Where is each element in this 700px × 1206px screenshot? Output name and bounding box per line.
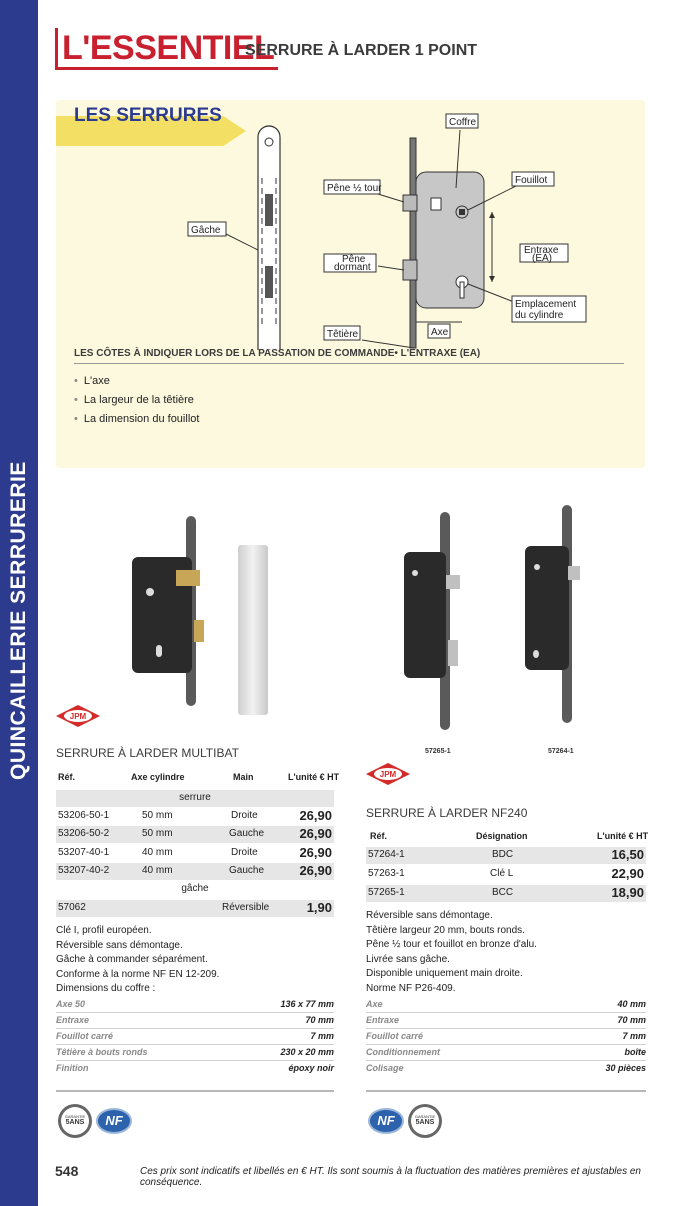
row-price: 16,50: [611, 847, 644, 862]
jpm-logo-icon: [366, 763, 410, 785]
row-main: Gauche: [229, 828, 265, 839]
note-line: Norme NF P26-409.: [366, 982, 456, 994]
nf-label: NF: [105, 1113, 123, 1128]
panel-rule: [74, 363, 624, 364]
panel-caption: LES CÔTES À INDIQUER LORS DE LA PASSATION DE COMMANDE• L'ENTRAXE (EA): [74, 348, 481, 359]
row-ref: 57264-1: [368, 849, 405, 860]
spec-key: Entraxe: [366, 1015, 400, 1025]
entraxe-abbr-label: (EA): [532, 253, 552, 264]
page-number: 548: [55, 1163, 79, 1179]
table-row: [56, 863, 334, 880]
note-line: Livrée sans gâche.: [366, 953, 450, 965]
spec-value: 136 x 77 mm: [280, 999, 334, 1009]
bullet-item: • L'axe: [74, 372, 199, 391]
note-line: Réversible sans démontage.: [366, 910, 493, 921]
photo-strike-plate: [238, 545, 268, 715]
jpm-logo-icon: [56, 705, 100, 727]
note-line: Pêne ½ tour et fouillot en bronze d'alu.: [366, 939, 537, 950]
spec-value: 230 x 20 mm: [280, 1047, 334, 1057]
row-designation: BCC: [492, 887, 514, 898]
group-serrure-label: serrure: [179, 792, 211, 803]
pene-label: Pêne: [342, 254, 366, 265]
row-ref: 53207-40-2: [58, 865, 110, 876]
right-header-designation: Désignation: [476, 831, 528, 841]
photo-latch-bolt: [568, 566, 580, 580]
spindle-square: [459, 209, 465, 215]
row-price: 22,90: [611, 866, 644, 881]
left-notes: [56, 924, 336, 997]
page-title: SERRURE À LARDER 1 POINT: [245, 42, 478, 59]
row-ref: 57263-1: [368, 868, 405, 879]
spec-value: 7 mm: [310, 1031, 334, 1041]
spec-value: boîte: [624, 1047, 646, 1057]
group-serrure: [56, 790, 334, 807]
row-axe: 40 mm: [142, 865, 173, 876]
gache-label: Gâche: [191, 225, 221, 236]
photo-deadbolt: [448, 640, 458, 666]
row-price: 1,90: [306, 900, 332, 915]
table-row: [56, 900, 334, 917]
row-ref: 53206-50-2: [58, 828, 110, 839]
note-line: Disponible uniquement main droite.: [366, 968, 523, 979]
spec-row: [56, 1061, 334, 1077]
nf-badge-icon: [96, 1108, 132, 1134]
note-line: Dimensions du coffre :: [56, 983, 156, 994]
dormant-leader: [378, 266, 404, 270]
spec-value: 70 mm: [305, 1015, 334, 1025]
emplacement-label: Emplacement: [515, 299, 577, 310]
right-notes: [366, 909, 646, 996]
guarantee-top-label: GARANTIE: [64, 1114, 86, 1119]
table-row: [366, 885, 646, 902]
footer-note: Ces prix sont indicatifs et libellés en € HT. Ils sont soumis à la fluctuation des matières premières et ajustables en conséquence.: [140, 1166, 641, 1188]
left-header-price: L'unité € HT: [288, 772, 340, 782]
strike-plate-shape: [258, 126, 280, 350]
spec-key: Conditionnement: [366, 1047, 440, 1057]
photo-lock-case: [525, 546, 569, 670]
spec-row: [366, 1029, 646, 1045]
left-product-title: SERRURE À LARDER MULTIBAT: [56, 746, 239, 760]
note-line: Clé I, profil européen.: [56, 925, 152, 936]
faceplate-shape: [410, 138, 416, 348]
right-header-price: L'unité € HT: [597, 831, 649, 841]
cylinder-slot: [460, 282, 464, 298]
guarantee-badge-icon: [408, 1104, 442, 1138]
row-ref: 57062: [58, 902, 86, 913]
spec-key: Finition: [56, 1063, 89, 1073]
note-line: Têtière largeur 20 mm, bouts ronds.: [366, 924, 525, 936]
row-axe: 50 mm: [142, 810, 173, 821]
lock-diagram: [56, 100, 645, 350]
spec-value: 70 mm: [617, 1015, 646, 1025]
spec-value: 30 pièces: [605, 1063, 646, 1073]
note-line: Conforme à la norme NF EN 12-209.: [56, 968, 220, 980]
spec-row: [366, 1061, 646, 1077]
row-price: 26,90: [299, 826, 332, 841]
diagram-panel: [56, 100, 645, 468]
brand-title: L'ESSENTIEL: [62, 29, 275, 67]
gache-leader: [226, 234, 258, 250]
guarantee-main-label: 5ANS: [415, 1119, 435, 1126]
coffre-label: Coffre: [449, 117, 477, 128]
spec-value: époxy noir: [288, 1063, 334, 1073]
spec-key: Axe: [366, 999, 383, 1009]
table-row: [366, 847, 646, 864]
jpm-logo-text: JPM: [379, 770, 397, 779]
photo-spindle: [146, 588, 154, 596]
bullet-item: • La dimension du fouillot: [74, 410, 199, 429]
tetiere-leader: [362, 340, 414, 348]
row-price: 18,90: [611, 885, 644, 900]
spec-key: Colisage: [366, 1063, 404, 1073]
row-ref: 53207-40-1: [58, 847, 110, 858]
spec-key: Axe 50: [56, 999, 86, 1009]
left-divider: [56, 1090, 334, 1092]
table-row: [56, 808, 334, 825]
spec-key: Têtière à bouts ronds: [56, 1047, 148, 1057]
category-label: QUINCAILLERIE SERRURERIE: [7, 461, 30, 780]
group-gache-label: gâche: [181, 883, 209, 894]
jpm-logo-text: JPM: [69, 712, 87, 721]
panel-bullets: [74, 372, 199, 429]
spec-key: Fouillot carré: [56, 1031, 114, 1041]
latch-inner: [431, 198, 441, 210]
spec-row: [56, 997, 334, 1013]
photo-lock-case: [404, 552, 446, 678]
row-price: 26,90: [299, 845, 332, 860]
spec-value: 40 mm: [617, 999, 646, 1009]
dormant-label: dormant: [334, 262, 371, 273]
group-gache: [56, 881, 334, 898]
left-header-main: Main: [233, 772, 254, 782]
left-header-axe: Axe cylindre: [131, 772, 185, 782]
nf-badge-icon: [368, 1108, 404, 1134]
row-axe: 50 mm: [142, 828, 173, 839]
deadbolt-shape: [403, 260, 417, 280]
spec-row: [56, 1029, 334, 1045]
spec-key: Fouillot carré: [366, 1031, 424, 1041]
spec-value: 7 mm: [622, 1031, 646, 1041]
lock-case-shape: [416, 172, 484, 308]
pene-demi-tour-label: Pêne ½ tour: [327, 183, 382, 194]
photo-spindle: [412, 570, 418, 576]
photo-deadbolt: [194, 620, 204, 642]
photo-latch-bolt: [176, 570, 200, 586]
table-row: [56, 826, 334, 843]
row-ref: 57265-1: [368, 887, 405, 898]
left-header-ref: Réf.: [58, 772, 76, 782]
spec-row: [366, 1045, 646, 1061]
right-header-ref: Réf.: [370, 831, 388, 841]
pene-leader: [378, 194, 404, 202]
tetiere-label: Têtière: [327, 329, 359, 340]
photo-cylinder: [533, 650, 539, 658]
row-axe: 40 mm: [142, 847, 173, 858]
note-line: Gâche à commander séparément.: [56, 954, 208, 965]
fouillot-label: Fouillot: [515, 175, 548, 186]
nf-label: NF: [377, 1113, 395, 1128]
spec-row: [366, 1013, 646, 1029]
spec-row: [56, 1045, 334, 1061]
strike-slot-1: [265, 194, 273, 226]
row-price: 26,90: [299, 863, 332, 878]
entraxe-arrow-head-top: [489, 212, 495, 218]
row-main: Droite: [231, 810, 258, 821]
entraxe-label: Entraxe: [524, 245, 559, 256]
right-divider: [366, 1090, 646, 1092]
row-price: 26,90: [299, 808, 332, 823]
strike-slot-2: [265, 266, 273, 298]
guarantee-top-label: GARANTIE: [414, 1114, 436, 1119]
panel-tag-label: LES SERRURES: [74, 105, 222, 126]
right-product-title: SERRURE À LARDER NF240: [366, 806, 528, 820]
spec-key: Entraxe: [56, 1015, 90, 1025]
spec-row: [366, 997, 646, 1013]
row-main: Réversible: [222, 902, 270, 913]
entraxe-arrow-head-bot: [489, 276, 495, 282]
row-designation: BDC: [492, 849, 514, 860]
guarantee-badge-icon: [58, 1104, 92, 1138]
photo-spindle: [534, 564, 540, 570]
row-main: Droite: [231, 847, 258, 858]
row-ref: 53206-50-1: [58, 810, 110, 821]
row-designation: Clé L: [490, 868, 514, 879]
category-strip: [0, 0, 38, 1206]
guarantee-main-label: 5ANS: [65, 1119, 85, 1126]
photo-cylinder: [156, 645, 162, 657]
du-cylindre-label: du cylindre: [515, 310, 564, 321]
axe-label: Axe: [431, 327, 449, 338]
latch-bolt-shape: [403, 195, 417, 211]
bullet-item: • La largeur de la têtière: [74, 391, 199, 410]
photo-latch-bolt: [446, 575, 460, 589]
table-row: [366, 866, 646, 883]
photo-caption-right: 57264-1: [548, 748, 574, 755]
note-line: Réversible sans démontage.: [56, 939, 183, 951]
table-row: [56, 845, 334, 862]
row-main: Gauche: [229, 865, 265, 876]
spec-row: [56, 1013, 334, 1029]
photo-caption-left: 57265-1: [425, 748, 451, 755]
